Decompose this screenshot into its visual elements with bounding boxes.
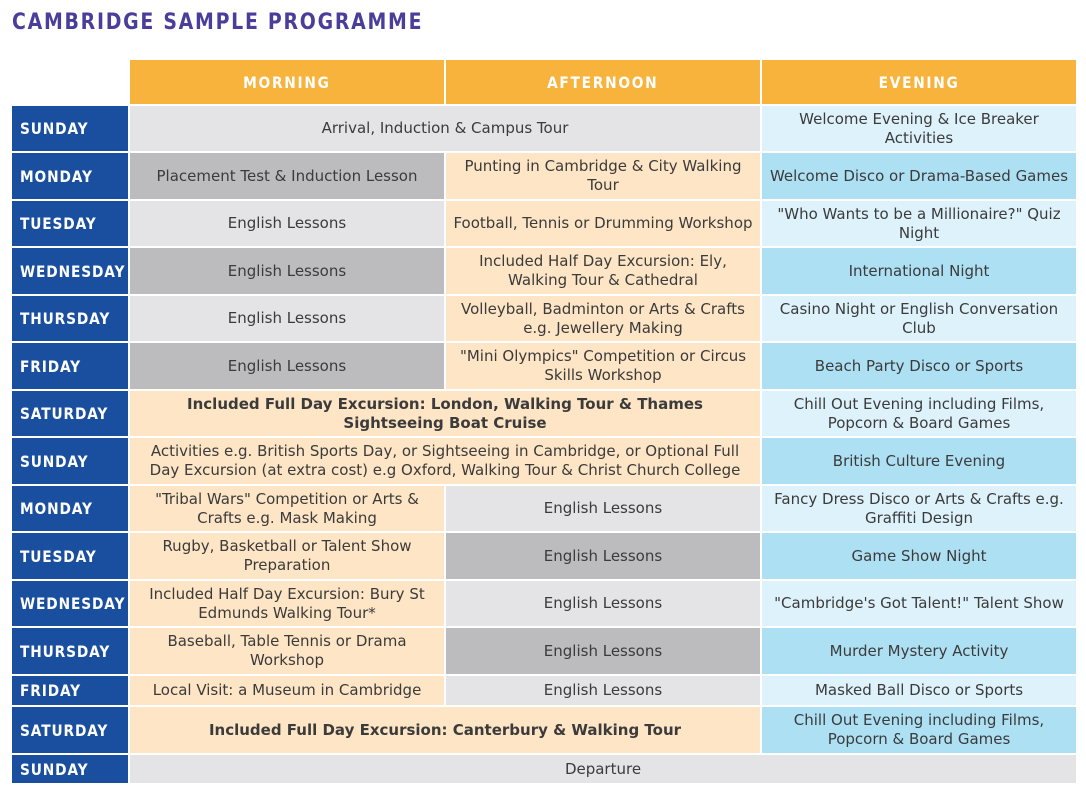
programme-table [10, 58, 1078, 785]
day-label: THURSDAY [11, 627, 129, 675]
morning-cell: Placement Test & Induction Lesson [129, 152, 445, 200]
table-row [11, 342, 1077, 390]
evening-cell: Masked Ball Disco or Sports [761, 675, 1077, 706]
evening-cell: Chill Out Evening including Films, Popcorn & Board Games [761, 390, 1077, 437]
morning-cell: Rugby, Basketball or Talent Show Preparation [129, 532, 445, 580]
evening-cell: Casino Night or English Conversation Club [761, 295, 1077, 342]
table-row [11, 295, 1077, 342]
evening-cell: International Night [761, 247, 1077, 295]
table-row [11, 754, 1077, 784]
table-row [11, 152, 1077, 200]
evening-cell: Beach Party Disco or Sports [761, 342, 1077, 390]
morning-cell: Baseball, Table Tennis or Drama Workshop [129, 627, 445, 675]
arrival-cell: Arrival, Induction & Campus Tour [129, 105, 761, 152]
column-header-morning: MORNING [129, 59, 445, 105]
departure-cell: Departure [129, 754, 1077, 784]
evening-cell: Welcome Evening & Ice Breaker Activities [761, 105, 1077, 152]
table-row [11, 485, 1077, 532]
table-row [11, 580, 1077, 627]
afternoon-cell: "Mini Olympics" Competition or Circus Skills Workshop [445, 342, 761, 390]
day-label: FRIDAY [11, 342, 129, 390]
morning-cell: English Lessons [129, 247, 445, 295]
evening-cell: Welcome Disco or Drama-Based Games [761, 152, 1077, 200]
evening-cell: Chill Out Evening including Films, Popcorn & Board Games [761, 706, 1077, 754]
morning-cell: English Lessons [129, 295, 445, 342]
day-label: WEDNESDAY [11, 580, 129, 627]
afternoon-cell: English Lessons [445, 532, 761, 580]
evening-cell: Murder Mystery Activity [761, 627, 1077, 675]
afternoon-cell: Included Half Day Excursion: Ely, Walking Tour & Cathedral [445, 247, 761, 295]
day-label: SUNDAY [11, 754, 129, 784]
day-label: FRIDAY [11, 675, 129, 706]
afternoon-cell: Volleyball, Badminton or Arts & Crafts e.g. Jewellery Making [445, 295, 761, 342]
header-corner [11, 59, 129, 105]
afternoon-cell: English Lessons [445, 580, 761, 627]
day-label: MONDAY [11, 152, 129, 200]
morning-cell: Local Visit: a Museum in Cambridge [129, 675, 445, 706]
table-row [11, 200, 1077, 247]
full-day-cell: Included Full Day Excursion: London, Walking Tour & Thames Sightseeing Boat Cruise [129, 390, 761, 437]
day-label: SATURDAY [11, 390, 129, 437]
day-label: SUNDAY [11, 437, 129, 485]
day-label: SUNDAY [11, 105, 129, 152]
table-row [11, 627, 1077, 675]
afternoon-cell: English Lessons [445, 485, 761, 532]
day-label: TUESDAY [11, 200, 129, 247]
morning-cell: English Lessons [129, 342, 445, 390]
evening-cell: Game Show Night [761, 532, 1077, 580]
afternoon-cell: Football, Tennis or Drumming Workshop [445, 200, 761, 247]
table-row [11, 247, 1077, 295]
day-label: THURSDAY [11, 295, 129, 342]
table-row [11, 675, 1077, 706]
day-label: WEDNESDAY [11, 247, 129, 295]
day-label: SATURDAY [11, 706, 129, 754]
evening-cell: Fancy Dress Disco or Arts & Crafts e.g. Graffiti Design [761, 485, 1077, 532]
afternoon-cell: Punting in Cambridge & City Walking Tour [445, 152, 761, 200]
full-day-cell: Activities e.g. British Sports Day, or Sightseeing in Cambridge, or Optional Full Day Excursion (at extra cost) e.g Oxford, Walking Tour & Christ Church College [129, 437, 761, 485]
evening-cell: "Who Wants to be a Millionaire?" Quiz Night [761, 200, 1077, 247]
day-label: TUESDAY [11, 532, 129, 580]
column-header-afternoon: AFTERNOON [445, 59, 761, 105]
morning-cell: English Lessons [129, 200, 445, 247]
evening-cell: "Cambridge's Got Talent!" Talent Show [761, 580, 1077, 627]
day-label: MONDAY [11, 485, 129, 532]
table-row [11, 532, 1077, 580]
afternoon-cell: English Lessons [445, 675, 761, 706]
morning-cell: "Tribal Wars" Competition or Arts & Crafts e.g. Mask Making [129, 485, 445, 532]
table-row [11, 390, 1077, 437]
evening-cell: British Culture Evening [761, 437, 1077, 485]
header-row [11, 59, 1077, 105]
full-day-cell: Included Full Day Excursion: Canterbury & Walking Tour [129, 706, 761, 754]
table-row [11, 437, 1077, 485]
afternoon-cell: English Lessons [445, 627, 761, 675]
table-row [11, 105, 1077, 152]
column-header-evening: EVENING [761, 59, 1077, 105]
table-row [11, 706, 1077, 754]
morning-cell: Included Half Day Excursion: Bury St Edmunds Walking Tour* [129, 580, 445, 627]
page-title: CAMBRIDGE SAMPLE PROGRAMME [12, 10, 424, 35]
